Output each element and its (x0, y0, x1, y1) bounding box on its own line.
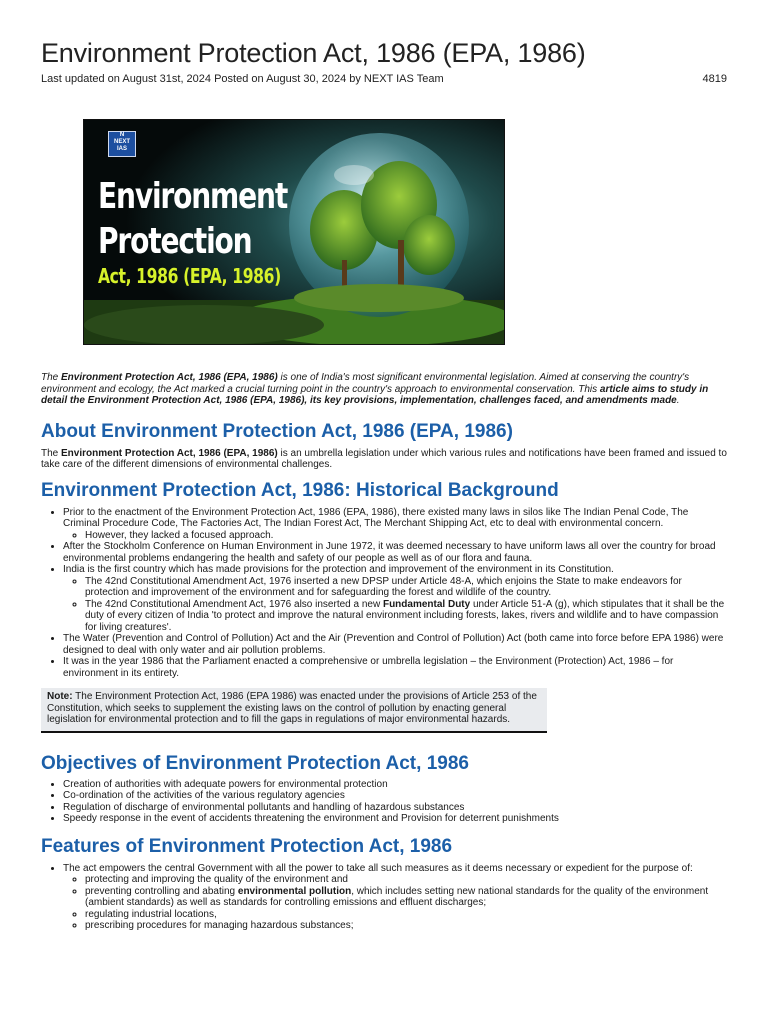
list-item: ◦ regulating industrial locations, (85, 909, 727, 921)
section-heading-history: Environment Protection Act, 1986: Historical Background (41, 479, 559, 501)
next-ias-logo: N NEXT IAS (108, 131, 136, 157)
list-item: ◦ However, they lacked a focused approach. (85, 530, 727, 542)
article-meta (41, 73, 727, 85)
features-list (41, 863, 727, 932)
list-item: ◦ The 42nd Constitutional Amendment Act, 1976 inserted a new DPSP under Article 48-A, which enjoins the State to make endeavors for protection and improvement of the environment and for safeguarding the forest and wildlife of the country. (85, 576, 727, 599)
list-item: ◦ prescribing procedures for managing hazardous substances; (85, 920, 727, 932)
page-title: Environment Protection Act, 1986 (EPA, 1986) (41, 38, 586, 68)
note-box: Note: The Environment Protection Act, 1986 (EPA 1986) was enacted under the provisions of Article 253 of the Constitution, which seeks to supplement the existing laws on the control of pollution by enacting general legislation for environmental protection and to fill the gaps in regulations of major environmental hazards. (41, 688, 547, 733)
list-item: ◦ preventing controlling and abating environmental pollution, which includes setting new national standards for the quality of the environment (ambient standards) as well as standards for controlling emissions and effluent discharges; (85, 886, 727, 909)
list-item: ◦ The 42nd Constitutional Amendment Act, 1976 also inserted a new Fundamental Duty under Article 51-A (g), which stipulates that it shall be the duty of every citizen of India 'to protect and improve the natural environment including forests, lakes, rivers and wildlife and to have compassion for living creatures'. (85, 599, 727, 634)
section-heading-features: Features of Environment Protection Act, 1986 (41, 835, 453, 857)
hero-heading-line3: Act, 1986 (EPA, 1986) (98, 264, 281, 288)
intro-paragraph: The Environment Protection Act, 1986 (EPA, 1986) is one of India's most significant environmental legislation. Aimed at conserving the country's environment and ecology, the Act marked a crucial turning point in the country's approach to environmental conservation. This article aims to study in detail the Environment Protection Act, 1986 (EPA, 1986), its key provisions, implementation, challenges faced, and amendments made. (41, 372, 709, 406)
list-item: • The act empowers the central Government with all the power to take all such measures as it deems necessary or expedient for the purpose of: ◦ protecting and improving the quality of the environment and ◦ preventing controlling and abating environmental pollution, which includes setting new national standards for the quality of the environment (ambient standards) as well as standards for controlling emissions and effluent discharges; ◦ regulating industrial locations, ◦ prescribing procedures for managing hazardous substances; (63, 863, 727, 932)
list-item: • Prior to the enactment of the Environment Protection Act, 1986 (EPA, 1986), there existed many laws in silos like The Indian Penal Code, The Criminal Procedure Code, The Factories Act, The Indian Forest Act, The Merchant Shipping Act, etc to deal with environmental concern. ◦ However, they lacked a focused approach. (63, 507, 727, 542)
list-item: • The Water (Prevention and Control of Pollution) Act and the Air (Prevention and Control of Pollution) Act (both came into force before EPA 1986) were designed to deal with only water and air pollution problems. (63, 633, 727, 656)
list-item: ◦ protecting and improving the quality of the environment and (85, 874, 727, 886)
section-heading-about: About Environment Protection Act, 1986 (EPA, 1986) (41, 420, 513, 442)
history-list (41, 507, 727, 680)
list-item: • Co-ordination of the activities of the various regulatory agencies (63, 790, 727, 802)
section-heading-objectives: Objectives of Environment Protection Act, 1986 (41, 752, 469, 774)
list-item: • It was in the year 1986 that the Parliament enacted a comprehensive or umbrella legislation – the Environment (Protection) Act, 1986 – for environment in its entirety. (63, 656, 727, 679)
hero-image (83, 119, 505, 345)
list-item: • Speedy response in the event of accidents threatening the environment and Provision for deterrent punishments (63, 813, 727, 825)
list-item: • India is the first country which has made provisions for the protection and improvement of the environment in its Constitution. ◦ The 42nd Constitutional Amendment Act, 1976 inserted a new DPSP under Article 48-A, which enjoins the State to make endeavors for protection and improvement of the environment and for safeguarding the forest and wildlife of the country. ◦ The 42nd Constitutional Amendment Act, 1976 also inserted a new Fundamental Duty under Article 51-A (g), which stipulates that it shall be the duty of every citizen of India 'to protect and improve the natural environment including forests, lakes, rivers and wildlife and to have compassion for living creatures'. (63, 564, 727, 633)
about-paragraph: The Environment Protection Act, 1986 (EPA, 1986) is an umbrella legislation under which various rules and notifications have been framed and issued to take care of the different dimensions of environmental challenges. (41, 447, 727, 470)
objectives-list (41, 779, 727, 825)
list-item: • Creation of authorities with adequate powers for environmental protection (63, 779, 727, 791)
list-item: • After the Stockholm Conference on Human Environment in June 1972, it was deemed necessary to have uniform laws all over the country for broad environmental problems endangering the health and safety of our people as well as of our flora and fauna. (63, 541, 727, 564)
hero-heading-line2: Protection (98, 221, 252, 262)
hero-heading-line1: Environment (98, 176, 288, 217)
posted-info: Last updated on August 31st, 2024 Posted on August 30, 2024 by NEXT IAS Team (41, 73, 444, 85)
view-count: 4819 (702, 73, 727, 85)
article-body (41, 372, 727, 932)
list-item: • Regulation of discharge of environmental pollutants and handling of hazardous substances (63, 802, 727, 814)
